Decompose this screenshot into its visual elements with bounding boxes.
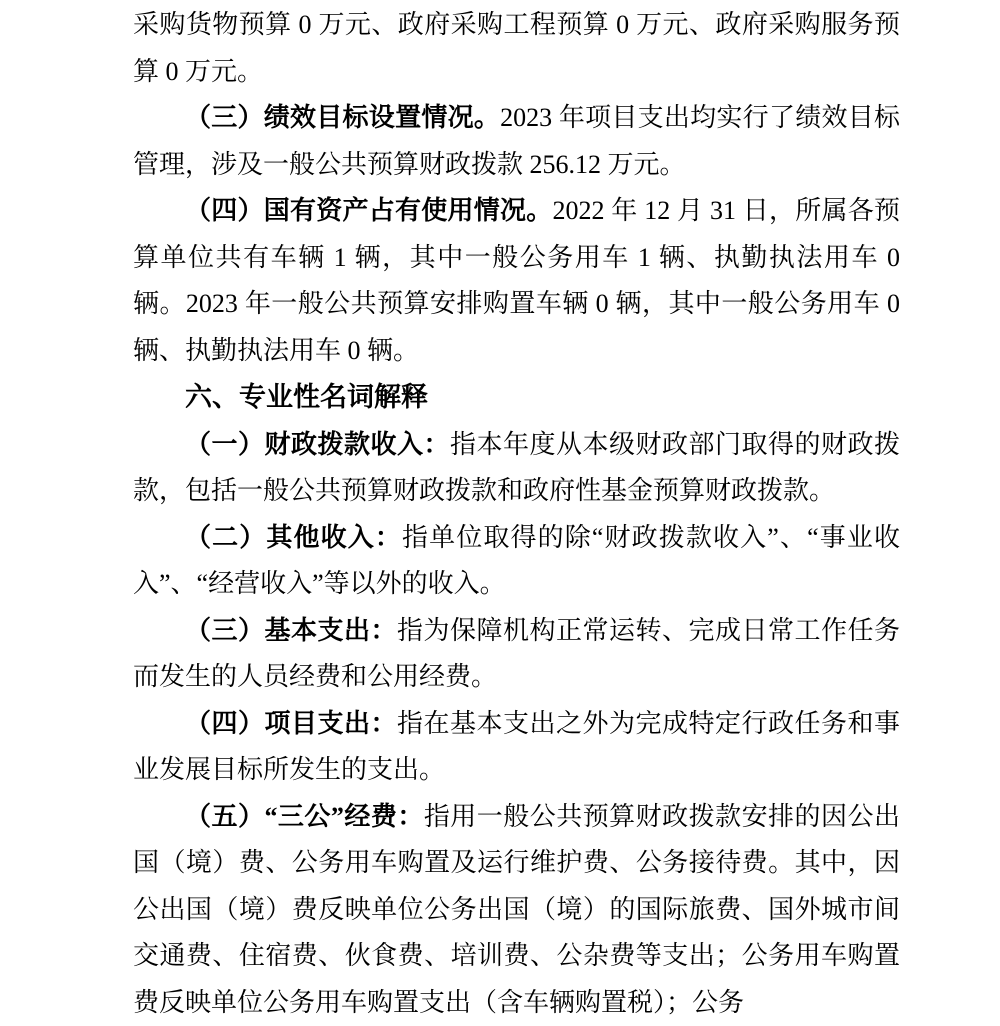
paragraph-state-assets	[133, 188, 900, 374]
section-heading-terminology	[133, 374, 900, 422]
paragraph-body-text: 指在基本支出之外为完成特定行政任务和事业发展目标所发生的支出。	[133, 709, 900, 785]
paragraph-body-text: 指用一般公共预算财政拨款安排的因公出国（境）费、公务用车购置及运行维护费、公务接待费。其中，因公出国（境）费反映单位公务出国（境）的国际旅费、国外城市间交通费、住宿费、伙食费、培训费、公杂费等支出；公务用车购置费反映单位公务用车购置支出（含车辆购置税）；公务	[133, 802, 900, 1017]
paragraph-procurement-continuation	[133, 2, 900, 95]
paragraph-lead-bold: （一）财政拨款收入：	[185, 430, 450, 459]
paragraph-lead-bold: （五）“三公”经费：	[185, 802, 424, 831]
paragraph-body-text: 采购货物预算 0 万元、政府采购工程预算 0 万元、政府采购服务预算 0 万元。	[133, 10, 900, 86]
paragraph-body-text: 指本年度从本级财政部门取得的财政拨款，包括一般公共预算财政拨款和政府性基金预算财政拨款。	[133, 430, 900, 506]
paragraph-lead-bold: （三）绩效目标设置情况。	[185, 103, 500, 132]
paragraph-lead-bold: （三）基本支出：	[185, 616, 397, 645]
paragraph-performance-targets	[133, 95, 900, 188]
paragraph-lead-bold: （二）其他收入：	[185, 523, 402, 552]
paragraph-body-text: 2022 年 12 月 31 日，所属各预算单位共有车辆 1 辆，其中一般公务用车 1 辆、执勤执法用车 0 辆。2023 年一般公共预算安排购置车辆 0 辆，其中一般公务用车 0 辆、执勤执法用车 0 辆。	[133, 196, 900, 365]
paragraph-term-three-public-funds	[133, 794, 900, 1026]
paragraph-term-fiscal-appropriation-income	[133, 422, 900, 515]
paragraph-lead-bold: （四）项目支出：	[185, 709, 397, 738]
paragraph-lead-bold: （四）国有资产占有使用情况。	[185, 196, 552, 225]
paragraph-term-project-expenditure	[133, 701, 900, 794]
paragraph-term-basic-expenditure	[133, 608, 900, 701]
paragraph-body-text: 指为保障机构正常运转、完成日常工作任务而发生的人员经费和公用经费。	[133, 616, 900, 692]
section-heading-text: 六、专业性名词解释	[185, 382, 428, 412]
paragraph-body-text: 指单位取得的除“财政拨款收入”、“事业收入”、“经营收入”等以外的收入。	[133, 523, 900, 599]
paragraph-term-other-income	[133, 515, 900, 608]
paragraph-body-text: 2023 年项目支出均实行了绩效目标管理，涉及一般公共预算财政拨款 256.12 万元。	[133, 103, 900, 179]
